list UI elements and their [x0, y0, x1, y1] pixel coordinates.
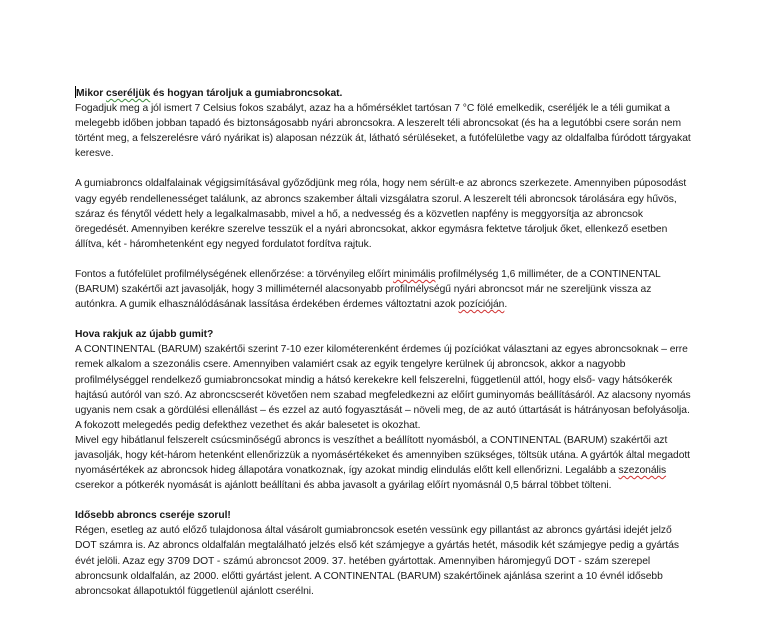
paragraph-text-part: Mivel egy hibátlanul felszerelt csúcsminőségű abroncs is veszíthet a beállított nyomásból, a CONTINENTAL (BARUM) szakértői azt javasolják, hogy két-három hetenként ellenőrizzük a nyomásértékeket és amennyiben szükséges, töltsük utána. A gyártók által megadott nyomásértékek az abroncsok hideg állapotára vonatkoznak, így azokat mindig elindulás előtt kell ellenőrizni. Legalább a: [75, 434, 690, 477]
paragraph-text-part: profilmélység 1,6 milliméter, de a CONTINENTAL (BARUM) szakértői azt javasolják, hogy 3 milliméternél alacsonyabb profilmélységű nyári abroncsot már ne szereljünk vissza az autónkra. A gumik elhasználódásának lassítása érdekében érdemes változtatni azok: [75, 268, 661, 311]
heading-text-part: és hogyan tároljuk a gumiabroncsokat.: [150, 88, 343, 99]
spellcheck-word[interactable]: pozícióján: [458, 299, 505, 311]
document-page: [75, 86, 695, 599]
paragraph: [75, 433, 695, 493]
spellcheck-word[interactable]: minimális: [393, 268, 436, 280]
paragraph: A gumiabroncs oldalfalainak végigsimításával győződjünk meg róla, hogy nem sérült-e az abroncs szerkezete. Amennyiben púposodást vagy egyéb rendellenességet találunk, az abroncs szakember általi vizsgálatra szorul. A leszerelt téli abroncsok tárolására egy hűvös, száraz és fénytől védett hely a legalkalmasabb, mivel a hő, a nedvesség és a közvetlen napfény is meggyorsítja az abroncsok öregedését. Amennyiben kerékre szerelve tesszük el a nyári abroncsokat, akkor egymásra fektetve tároljuk őket, ellenkező esetben állítva, két - háromhetenként egy negyed fordulatot fordítva rajtuk.: [75, 178, 687, 250]
section-heading-old-tyres: Idősebb abroncs cseréje szorul!: [75, 510, 231, 522]
section-heading-rotation: Hova rakjuk az újabb gumit?: [75, 329, 214, 341]
paragraph-gap: [75, 312, 695, 327]
paragraph-text-part: cserekor a pótkerék nyomását is ajánlott beállítani és abba javasolt a gyárilag előírt nyomásnál 0,5 bárral többet tölteni.: [75, 480, 612, 492]
paragraph: A CONTINENTAL (BARUM) szakértői szerint 7-10 ezer kilométerenként érdemes új pozíciókat választani az egyes abroncsoknak – erre remek alkalom a szezonális csere. Amennyiben valamiért csak az egyik tengelyre kerülnek új abroncsok, akkor a nagyobb profilmélységgel rendelkező gumiabroncsokat mindig a hátsó kerekekre kell felszerelni, függetlenül attól, hogy első- vagy hátsókerék hajtású autóról van szó. Az abroncscserét követően nem szabad megfeledkezni az előírt guminyomás beállításáról. Az alacsony nyomás ugyanis nem csak a gördülési ellenállást – és ezzel az autó fogyasztását – növeli meg, de az autó úttartását is hátrányosan befolyásolja. A fokozott melegedés pedig defekthez vezethet és akár balesetet is okozhat.: [75, 344, 691, 431]
paragraph-gap: [75, 252, 695, 267]
paragraph: Régen, esetleg az autó előző tulajdonosa által vásárolt gumiabroncsok esetén vessünk egy pillantást az abroncs gyártási idejét jelző DOT számra is. Az abroncs oldalfalán megtalálható jelzés első két számjegye a gyártás hetét, második két számjegye pedig a gyártás évét jelöli. Azaz egy 3709 DOT - számú abroncsot 2009. 37. hetében gyártottak. Amennyiben háromjegyű DOT - szám szerepel abroncsunk oldalfalán, az 2000. előtti gyártást jelent. A CONTINENTAL (BARUM) szakértőinek ajánlása szerint a 10 évnél idősebb abroncsokat állapotuktól függetlenül ajánlott cserélni.: [75, 525, 679, 597]
heading-text-part: Mikor: [76, 88, 107, 99]
paragraph-text-part: Fontos a futófelület profilmélységének ellenőrzése: a törvényileg előírt: [75, 268, 394, 280]
paragraph-text-part: .: [504, 299, 508, 311]
paragraph: [75, 267, 695, 312]
paragraph: Fogadjuk meg a jól ismert 7 Celsius fokos szabályt, azaz ha a hőmérséklet tartósan 7 °C fölé emelkedik, cseréljék le a téli gumikat a melegebb időben jobban tapadó és biztonságosabb nyári abroncsokra. A leszerelt téli abroncsokat (és ha a legutóbbi csere során nem történt meg, a felszerelésre váró nyárikat is) alaposan nézzük át, látható sérüléseket, a futófelületbe vagy az oldalfalba fúródott tárgyakat keresve.: [75, 103, 691, 160]
paragraph-gap: [75, 161, 695, 176]
spellcheck-word[interactable]: cseréljük: [106, 88, 151, 99]
spellcheck-word[interactable]: szezonális: [618, 465, 667, 477]
paragraph-gap: [75, 493, 695, 508]
section-heading-storage: [75, 86, 695, 101]
